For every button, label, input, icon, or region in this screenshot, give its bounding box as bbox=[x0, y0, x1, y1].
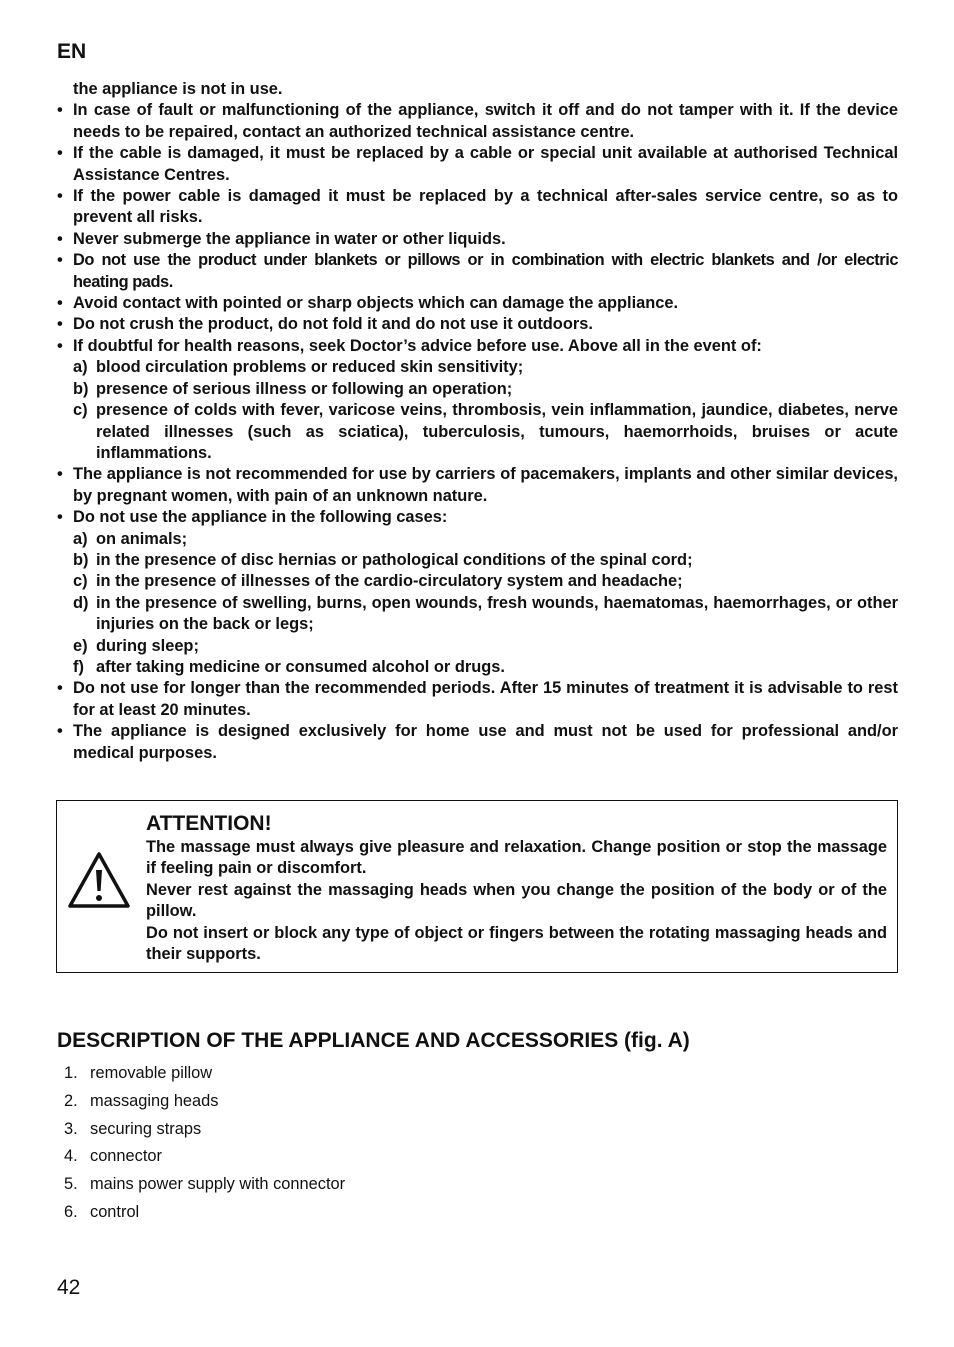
parts-list bbox=[64, 1062, 345, 1229]
warning-intro: the appliance is not in use. bbox=[73, 80, 283, 98]
warning-item: • Do not crush the product, do not fold it and do not use it outdoors. bbox=[57, 315, 593, 334]
list-item: 1. removable pillow bbox=[64, 1064, 213, 1082]
warning-item: • Do not use the product under blankets or pillows or in combination with electric blankets and /or electric heating pads. bbox=[57, 251, 898, 291]
attention-title: ATTENTION! bbox=[146, 812, 272, 835]
case-item: a) on animals; bbox=[73, 529, 188, 548]
warning-item: • Do not use the appliance in the following cases: bbox=[57, 508, 448, 527]
warning-item: • Do not use for longer than the recommended periods. After 15 minutes of treatment it is advisable to rest for at least 20 minutes. bbox=[57, 679, 898, 719]
page-number: 42 bbox=[57, 1276, 81, 1299]
warning-item: • The appliance is not recommended for use by carriers of pacemakers, implants and other similar devices, by pregnant women, with pain of an unknown nature. bbox=[57, 465, 898, 505]
list-item: 6. control bbox=[64, 1202, 140, 1221]
warning-item: • Avoid contact with pointed or sharp objects which can damage the appliance. bbox=[57, 294, 679, 313]
attention-content bbox=[146, 811, 887, 965]
language-code: EN bbox=[57, 40, 87, 63]
health-condition-item: a) blood circulation problems or reduced skin sensitivity; bbox=[73, 358, 524, 377]
warning-triangle-icon bbox=[67, 851, 131, 909]
safety-warnings bbox=[57, 79, 898, 764]
warning-item: • If doubtful for health reasons, seek Doctor’s advice before use. Above all in the event of: bbox=[57, 336, 762, 355]
list-item: 4. connector bbox=[64, 1147, 162, 1166]
health-condition-item: b) presence of serious illness or following an operation; bbox=[73, 379, 513, 398]
case-item: e) during sleep; bbox=[73, 636, 199, 655]
health-condition-item: c) presence of colds with fever, varicose veins, thrombosis, vein inflammation, jaundice, diabetes, nerve related illnesses (such as sciatica), tuberculosis, tumours, haemorrhoids, bruises or acute inflammations. bbox=[73, 401, 898, 462]
attention-paragraph: The massage must always give pleasure and relaxation. Change position or stop the massage if feeling pain or discomfort. bbox=[146, 838, 887, 878]
attention-paragraph: Never rest against the massaging heads when you change the position of the body or of the pillow. bbox=[146, 880, 887, 921]
case-item: d) in the presence of swelling, burns, open wounds, fresh wounds, haematomas, haemorrhages, or other injuries on the back or legs; bbox=[73, 593, 898, 634]
case-item: b) in the presence of disc hernias or pathological conditions of the spinal cord; bbox=[73, 550, 693, 569]
warning-item: • If the power cable is damaged it must be replaced by a technical after-sales service centre, so as to prevent all risks. bbox=[57, 187, 898, 227]
list-item: 5. mains power supply with connector bbox=[64, 1175, 346, 1194]
warning-item: • The appliance is designed exclusively for home use and must not be used for professional and/or medical purposes. bbox=[57, 722, 898, 762]
warning-item: • If the cable is damaged, it must be replaced by a cable or special unit available at authorised Technical Assistance Centres. bbox=[57, 144, 898, 184]
case-item: c) in the presence of illnesses of the cardio-circulatory system and headache; bbox=[73, 572, 683, 591]
attention-paragraph: Do not insert or block any type of object or fingers between the rotating massaging heads and their supports. bbox=[146, 923, 887, 964]
list-item: 3. securing straps bbox=[64, 1119, 202, 1138]
list-item: 2. massaging heads bbox=[64, 1091, 219, 1110]
case-item: f) after taking medicine or consumed alcohol or drugs. bbox=[73, 657, 505, 676]
warning-item: • Never submerge the appliance in water or other liquids. bbox=[57, 229, 506, 248]
section-heading: DESCRIPTION OF THE APPLIANCE AND ACCESSORIES (fig. A) bbox=[57, 1029, 690, 1052]
warning-item: • In case of fault or malfunctioning of the appliance, switch it off and do not tamper with it. If the device needs to be repaired, contact an authorized technical assistance centre. bbox=[57, 101, 898, 141]
attention-box bbox=[56, 800, 898, 973]
